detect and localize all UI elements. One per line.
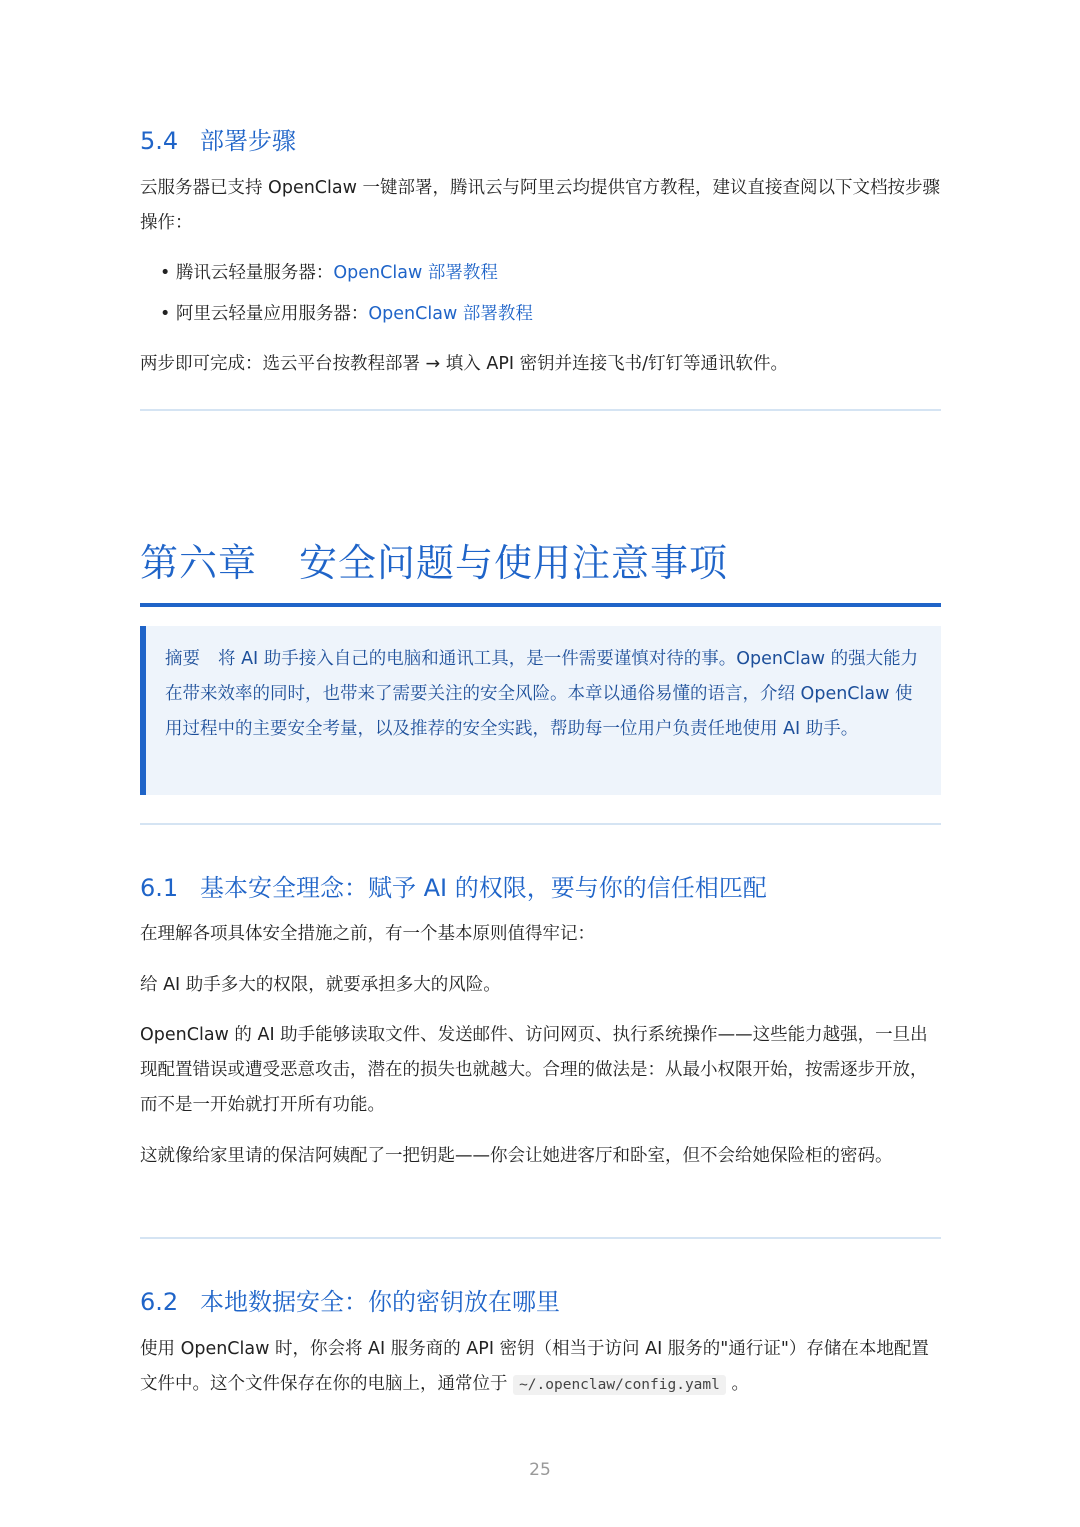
list-item-label: 腾讯云轻量服务器： bbox=[175, 263, 334, 283]
list-item bbox=[160, 299, 533, 329]
bullet-marker: • bbox=[160, 263, 171, 283]
chapter-label: 第六章 bbox=[140, 541, 258, 585]
abstract-body bbox=[165, 642, 925, 747]
section-number: 6.2 bbox=[140, 1288, 179, 1316]
section-5-4-intro: 云服务器已支持 OpenClaw 一键部署，腾讯云与阿里云均提供官方教程，建议直接查阅以下文档按步骤操作： bbox=[140, 178, 940, 233]
divider bbox=[140, 1237, 941, 1239]
section-number: 5.4 bbox=[140, 127, 179, 155]
abstract-text: 将 AI 助手接入自己的电脑和通讯工具，是一件需要谨慎对待的事。OpenClaw 的强大能力在带来效率的同时，也带来了需要关注的安全风险。本章以通俗易懂的语言，介绍 OpenClaw 使用过程中的主要安全考量，以及推荐的安全实践，帮助每一位用户负责任地使用 AI 助手。 bbox=[165, 649, 919, 739]
paragraph-text: 使用 OpenClaw 时，你会将 AI 服务商的 API 密钥（相当于访问 AI 服务的"通行证"）存储在本地配置文件中。这个文件保存在你的电脑上，通常位于 bbox=[140, 1339, 929, 1394]
section-6-1-heading bbox=[140, 868, 767, 903]
page-number: 25 bbox=[529, 1460, 551, 1480]
section-title: 本地数据安全：你的密钥放在哪里 bbox=[200, 1288, 560, 1316]
chapter-rule bbox=[140, 603, 941, 607]
abstract-box bbox=[140, 626, 941, 795]
list-item bbox=[160, 258, 498, 288]
divider bbox=[140, 823, 941, 825]
section-6-1-paragraph-2: 给 AI 助手多大的权限，就要承担多大的风险。 bbox=[140, 975, 501, 995]
chapter-heading bbox=[140, 532, 728, 587]
section-6-1-paragraph-3: OpenClaw 的 AI 助手能够读取文件、发送邮件、访问网页、执行系统操作——这些能力越强，一旦出现配置错误或遭受恶意攻击，潜在的损失也就越大。合理的做法是：从最小权限开始，按需逐步开放，而不是一开始就打开所有功能。 bbox=[140, 1025, 928, 1115]
section-title: 部署步骤 bbox=[200, 127, 296, 155]
section-6-2-paragraph-1 bbox=[140, 1332, 941, 1403]
config-path-code: ~/.openclaw/config.yaml bbox=[513, 1375, 726, 1395]
abstract-label: 摘要 bbox=[165, 649, 200, 669]
section-5-4-heading bbox=[140, 121, 296, 156]
section-6-1-paragraph-4: 这就像给家里请的保洁阿姨配了一把钥匙——你会让她进客厅和卧室，但不会给她保险柜的密码。 bbox=[140, 1146, 893, 1166]
section-number: 6.1 bbox=[140, 874, 179, 902]
list-item-label: 阿里云轻量应用服务器： bbox=[175, 304, 369, 324]
divider bbox=[140, 409, 941, 411]
aliyun-deploy-tutorial-link[interactable]: OpenClaw 部署教程 bbox=[368, 304, 533, 324]
chapter-title: 安全问题与使用注意事项 bbox=[299, 541, 729, 585]
section-5-4-summary: 两步即可完成：选云平台按教程部署 → 填入 API 密钥并连接飞书/钉钉等通讯软件。 bbox=[140, 354, 788, 374]
bullet-marker: • bbox=[160, 304, 171, 324]
paragraph-end: 。 bbox=[731, 1374, 749, 1394]
section-6-2-heading bbox=[140, 1282, 560, 1317]
section-title: 基本安全理念：赋予 AI 的权限，要与你的信任相匹配 bbox=[200, 874, 767, 902]
section-6-1-paragraph-1: 在理解各项具体安全措施之前，有一个基本原则值得牢记： bbox=[140, 924, 595, 944]
tencent-deploy-tutorial-link[interactable]: OpenClaw 部署教程 bbox=[333, 263, 498, 283]
